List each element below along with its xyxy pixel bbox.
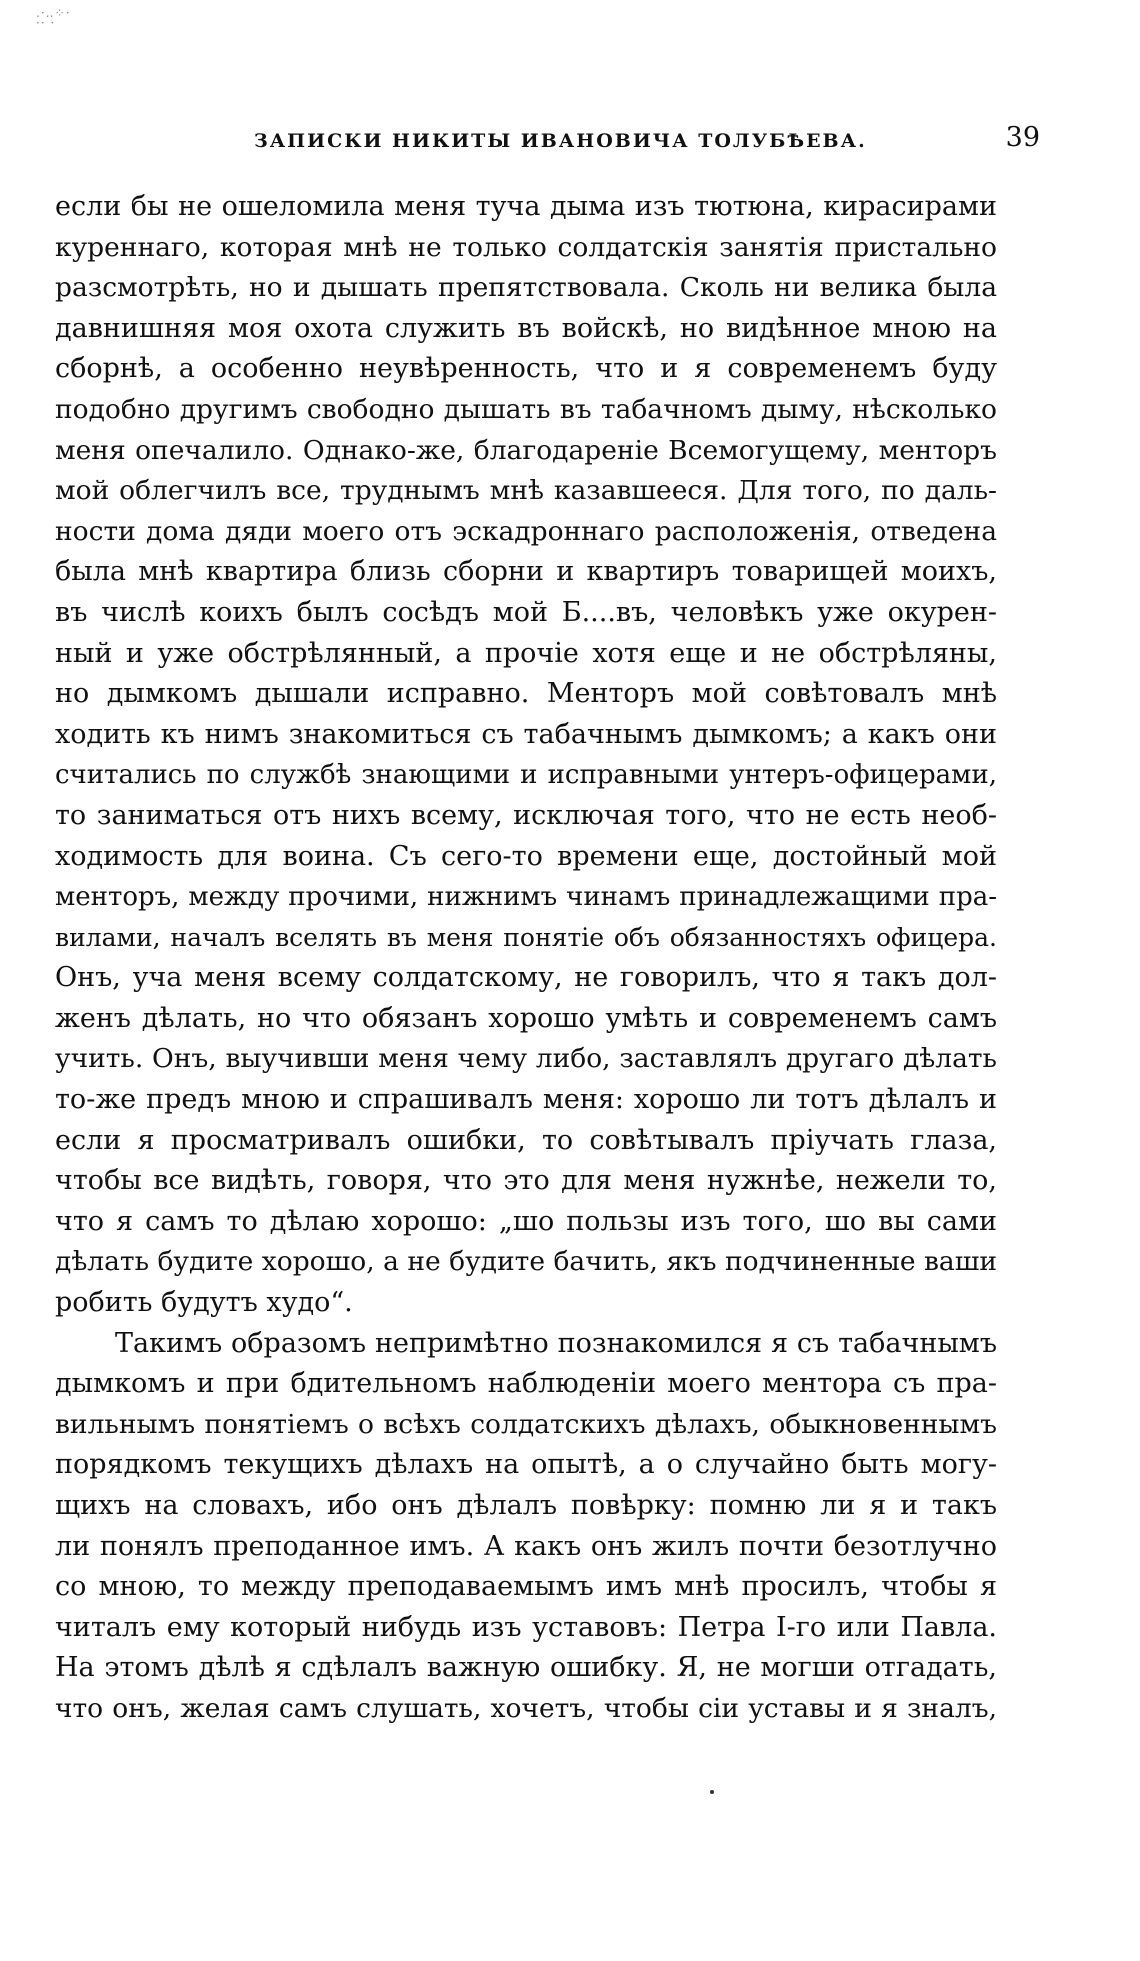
text-line: вилами, началъ вселять въ меня понятіе объ обязанностяхъ офицера. bbox=[55, 922, 997, 952]
text-line: менторъ, между прочими, нижнимъ чинамъ принадлежащими пра- bbox=[55, 882, 997, 913]
text-line: въ числѣ коихъ былъ сосѣдъ мой Б....въ, человѣкъ уже окурен- bbox=[55, 596, 997, 628]
text-line: порядкомъ текущихъ дѣлахъ на опытѣ, а о случайно быть могу- bbox=[55, 1449, 997, 1481]
text-line: ный и уже обстрѣлянный, а прочіе хотя еще и не обстрѣляны, bbox=[55, 637, 997, 669]
text-line: сборнѣ, а особенно неувѣренность, что и я современемъ буду bbox=[55, 353, 997, 385]
text-line: считались по службѣ знающими и исправными унтеръ-офицерами, bbox=[55, 760, 997, 791]
text-line: подобно другимъ свободно дышать въ табачномъ дыму, нѣсколько bbox=[55, 393, 997, 425]
text-line: была мнѣ квартира близь сборни и квартиръ товарищей моихъ, bbox=[55, 556, 997, 588]
text-line: ходимость для воина. Съ сего-то времени еще, достойный мой bbox=[55, 840, 997, 872]
text-line: разсмотрѣть, но и дышать препятствовала. Сколь ни велика была bbox=[55, 272, 997, 304]
text-line: дымкомъ и при бдительномъ наблюденіи моего ментора съ пра- bbox=[55, 1368, 997, 1400]
text-line: учить. Онъ, выучивши меня чему либо, заставлялъ другаго дѣлать bbox=[55, 1043, 997, 1075]
text-line: куреннаго, которая мнѣ не только солдатскія занятія пристально bbox=[55, 231, 997, 263]
text-line: если бы не ошеломила меня туча дыма изъ тютюна, кирасирами bbox=[55, 191, 997, 222]
text-line: ли понялъ преподанное имъ. А какъ онъ жилъ почти безотлучно bbox=[55, 1530, 997, 1562]
running-title: ЗАПИСКИ НИКИТЫ ИВАНОВИЧА ТОЛУБѢЕВА. bbox=[254, 130, 867, 152]
text-line: ности дома дяди моего отъ эскадроннаго расположенія, отведена bbox=[55, 515, 997, 547]
text-line: чтобы все видѣть, говоря, что это для меня нужнѣе, нежели то, bbox=[55, 1165, 997, 1197]
text-line: что я самъ то дѣлаю хорошо: „шо пользы изъ того, шо вы сами bbox=[55, 1205, 997, 1237]
text-line: то заниматься отъ нихъ всему, исключая того, что не есть необ- bbox=[55, 799, 997, 831]
text-line: Онъ, уча меня всему солдатскому, не говорилъ, что я такъ дол- bbox=[55, 962, 997, 994]
paragraph-2 bbox=[55, 1324, 997, 1730]
text-line: со мною, то между преподаваемымъ имъ мнѣ просилъ, чтобы я bbox=[55, 1571, 997, 1603]
text-line: что онъ, желая самъ слушать, хочетъ, чтобы сіи уставы и я зналъ, bbox=[55, 1692, 997, 1724]
text-line: меня опечалило. Однако-же, благодареніе Всемогущему, менторъ bbox=[55, 434, 997, 466]
text-line: щихъ на словахъ, ибо онъ дѣлалъ повѣрку: помню ли я и такъ bbox=[55, 1490, 997, 1521]
scan-smudge: .·‥⁘· ·· · bbox=[36, 6, 71, 30]
text-line: если я просматривалъ ошибки, то совѣтывалъ пріучать глаза, bbox=[55, 1124, 997, 1156]
paragraph-1 bbox=[55, 187, 997, 1324]
text-line: давнишняя моя охота служить въ войскѣ, но видѣнное мною на bbox=[55, 312, 997, 344]
running-head bbox=[54, 122, 1040, 162]
text-line: На этомъ дѣлѣ я сдѣлалъ важную ошибку. Я, не могши отгадать, bbox=[55, 1652, 997, 1684]
text-line: читалъ ему который нибудь изъ уставовъ: Петра I-го или Павла. bbox=[55, 1611, 997, 1643]
text-line: ходить къ нимъ знакомиться съ табачнымъ дымкомъ; а какъ они bbox=[55, 718, 997, 750]
text-line: женъ дѣлать, но что обязанъ хорошо умѣть и современемъ самъ bbox=[55, 1002, 997, 1034]
text-line: мой облегчилъ все, труднымъ мнѣ казавшееся. Для того, по даль- bbox=[55, 475, 997, 507]
page-number: 39 bbox=[1005, 122, 1040, 153]
text-line: дѣлать будите хорошо, а не будите бачить, якъ подчиненные ваши bbox=[55, 1246, 997, 1278]
page-body bbox=[55, 187, 997, 1730]
text-line: то-же предъ мною и спрашивалъ меня: хорошо ли тотъ дѣлалъ и bbox=[55, 1084, 997, 1116]
text-line: Такимъ образомъ непримѣтно познакомился я съ табачнымъ bbox=[115, 1327, 997, 1359]
scan-speck bbox=[710, 1790, 714, 1794]
text-line: но дымкомъ дышали исправно. Менторъ мой совѣтовалъ мнѣ bbox=[55, 678, 997, 710]
text-line: робить будутъ худо“. bbox=[55, 1287, 353, 1319]
text-line: вильнымъ понятіемъ о всѣхъ солдатскихъ дѣлахъ, обыкновеннымъ bbox=[55, 1408, 997, 1440]
